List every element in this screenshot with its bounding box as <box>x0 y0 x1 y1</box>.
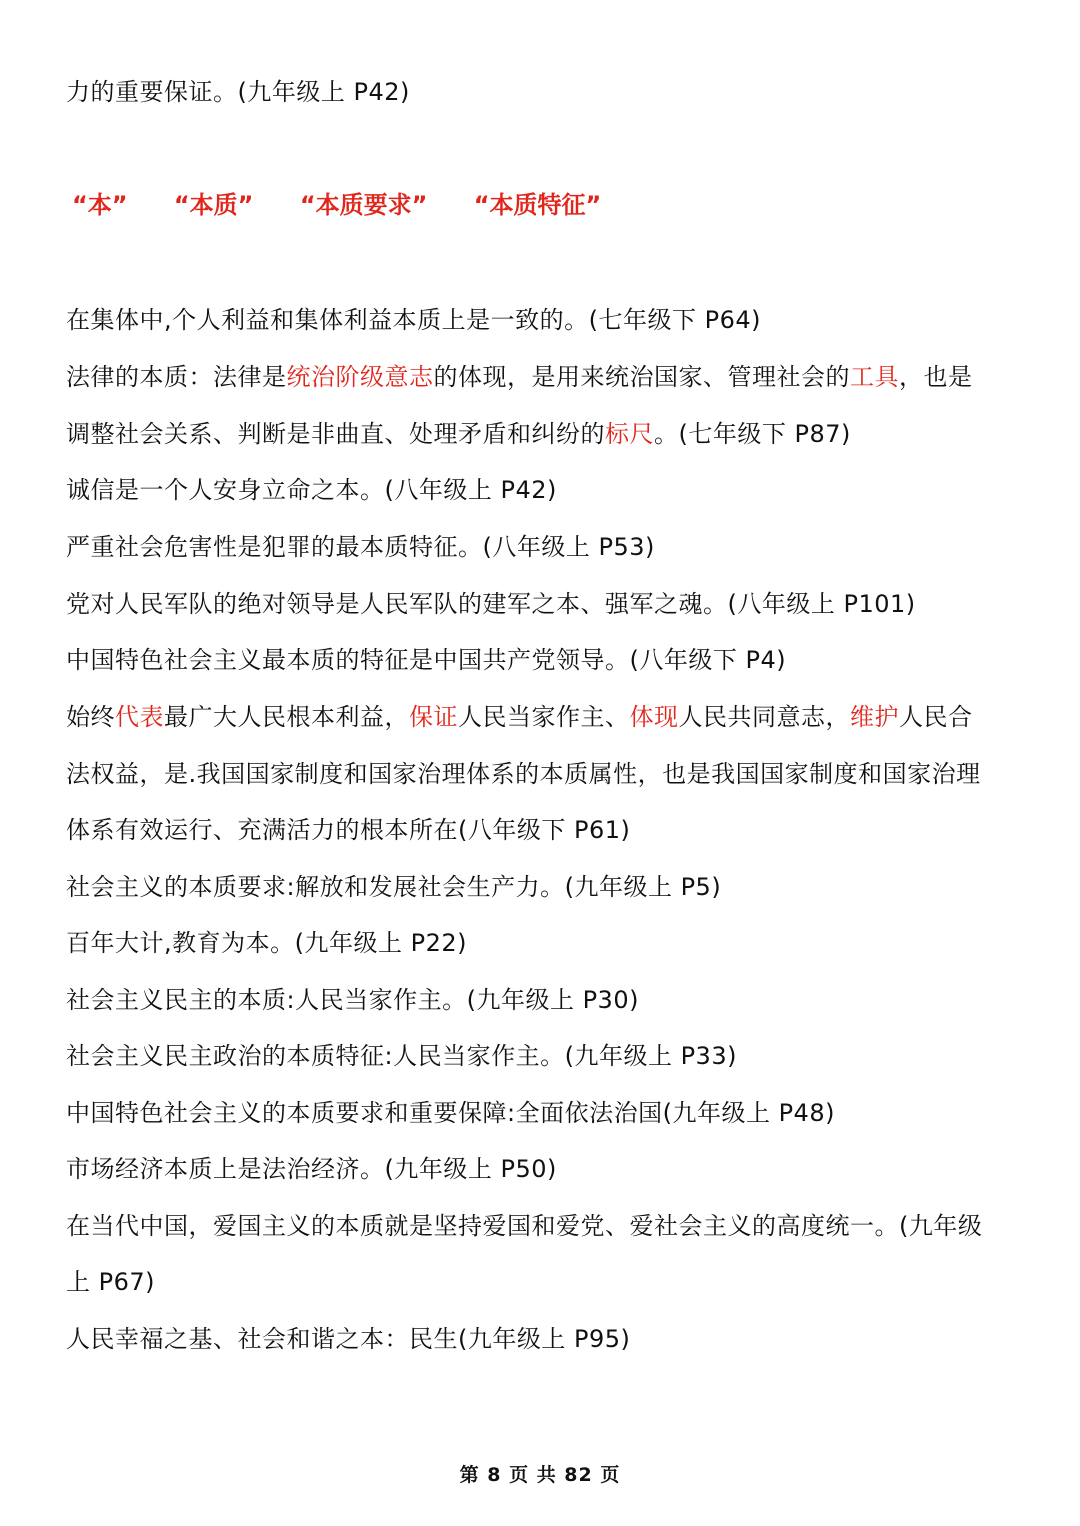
entry-line <box>66 701 1026 733</box>
entry-text: 人民合 <box>899 703 973 731</box>
entry-line: 市场经济本质上是法治经济。(九年级上 P50) <box>66 1155 557 1183</box>
entry-line: 法权益，是.我国国家制度和国家治理体系的本质属性，也是我国国家制度和国家治理 <box>66 760 981 788</box>
entry-text: 始终 <box>66 703 115 731</box>
entry-line <box>66 361 1026 393</box>
entry-text: 的体现，是用来统治国家、管理社会的 <box>433 363 850 391</box>
heading-term-benzhi: “本质” <box>173 191 254 219</box>
highlight-text: 体现 <box>629 703 679 731</box>
entry-line: 诚信是一个人安身立命之本。(八年级上 P42) <box>66 476 557 504</box>
entry-line: 中国特色社会主义的本质要求和重要保障:全面依法治国(九年级上 P48) <box>66 1099 835 1127</box>
highlight-text: 标尺 <box>605 420 654 448</box>
entry-line: 人民幸福之基、社会和谐之本：民生(九年级上 P95) <box>66 1325 631 1353</box>
entry-line: 社会主义民主的本质:人民当家作主。(九年级上 P30) <box>66 986 639 1014</box>
entry-line: 在集体中,个人利益和集体利益本质上是一致的。(七年级下 P64) <box>66 306 761 334</box>
entry-line: 党对人民军队的绝对领导是人民军队的建军之本、强军之魂。(八年级上 P101) <box>66 590 916 618</box>
entry-text: 人民当家作主、 <box>458 703 630 731</box>
heading-term-benzhi-tezheng: “本质特征” <box>473 191 602 219</box>
highlight-text: 保证 <box>409 703 458 731</box>
entry-text: 。(七年级下 P87) <box>654 420 851 448</box>
heading-term-ben: “本” <box>72 191 128 219</box>
entry-line: 百年大计,教育为本。(九年级上 P22) <box>66 929 467 957</box>
entry-text: 法律的本质：法律是 <box>66 363 287 391</box>
page-number-footer: 第 8 页 共 82 页 <box>459 1464 621 1486</box>
entry-text: ，也是 <box>899 363 973 391</box>
entry-line: 中国特色社会主义最本质的特征是中国共产党领导。(八年级下 P4) <box>66 646 787 674</box>
entry-line: 体系有效运行、充满活力的根本所在(八年级下 P61) <box>66 816 631 844</box>
entry-line: 上 P67) <box>66 1268 156 1296</box>
highlight-text: 代表 <box>115 703 164 731</box>
entry-line <box>66 418 1026 450</box>
entry-text: 调整社会关系、判断是非曲直、处理矛盾和纠纷的 <box>66 420 605 448</box>
entry-line: 社会主义民主政治的本质特征:人民当家作主。(九年级上 P33) <box>66 1042 737 1070</box>
highlight-text: 工具 <box>850 363 899 391</box>
section-heading <box>72 188 639 222</box>
entry-text: 人民共同意志， <box>678 703 850 731</box>
continued-line: 力的重要保证。(九年级上 P42) <box>66 78 410 106</box>
entry-line: 在当代中国，爱国主义的本质就是坚持爱国和爱党、爱社会主义的高度统一。(九年级 <box>66 1212 983 1240</box>
heading-term-benzhi-yaoqiu: “本质要求” <box>299 191 428 219</box>
entry-line: 严重社会危害性是犯罪的最本质特征。(八年级上 P53) <box>66 533 655 561</box>
entry-text: 最广大人民根本利益， <box>164 703 409 731</box>
highlight-text: 维护 <box>850 703 899 731</box>
entry-line: 社会主义的本质要求:解放和发展社会生产力。(九年级上 P5) <box>66 873 722 901</box>
highlight-text: 统治阶级意志 <box>286 363 434 391</box>
